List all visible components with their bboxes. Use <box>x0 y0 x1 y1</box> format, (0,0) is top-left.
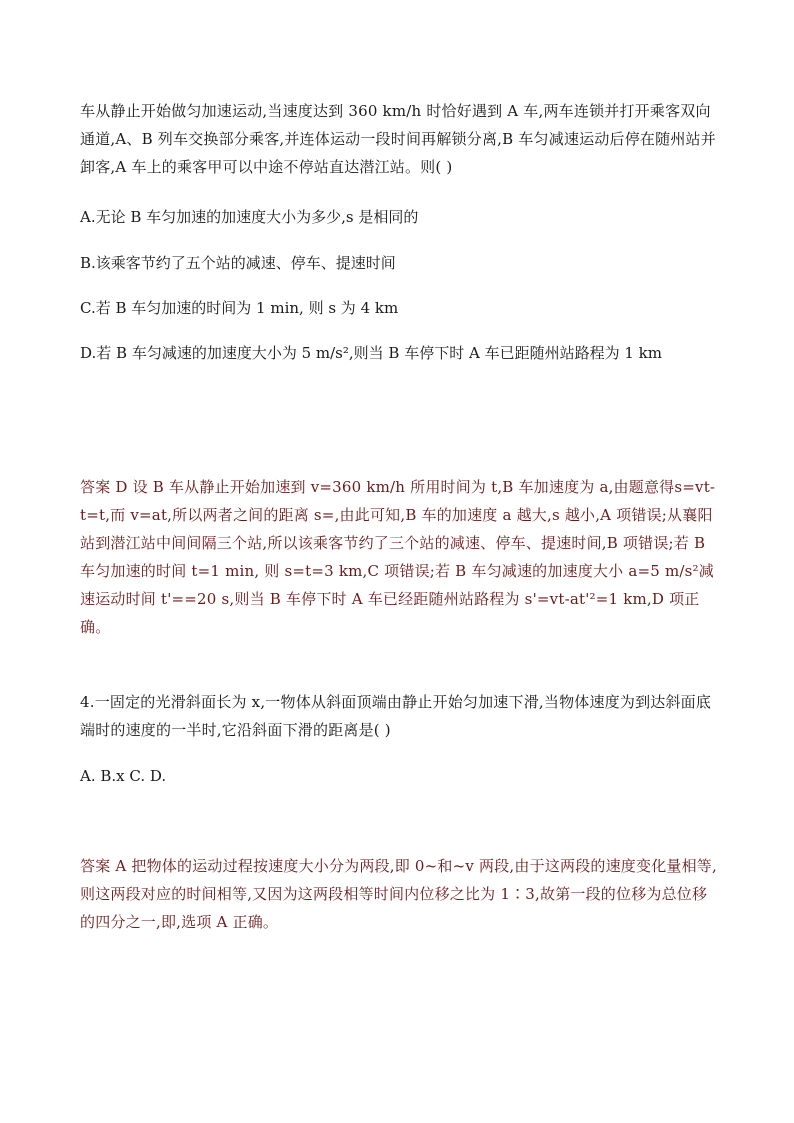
question-3-stem <box>80 97 720 181</box>
question-4-stem-text: 4.一固定的光滑斜面长为 x,一物体从斜面顶端由静止开始匀加速下滑,当物体速度为到达斜面底端时的速度的一半时,它沿斜面下滑的距离是( ) <box>80 693 712 739</box>
question-3-answer <box>80 473 720 641</box>
question-4-stem <box>80 688 720 744</box>
question-4-answer-text: 答案 A 把物体的运动过程按速度大小分为两段,即 0~和~v 两段,由于这两段的速度变化量相等,则这两段对应的时间相等,又因为这两段相等时间内位移之比为 1∶3,故第一段的位移为总位移的四分之一,即,选项 A 正确。 <box>80 857 717 931</box>
question-3-option-a: A.无论 B 车匀加速的加速度大小为多少,s 是相同的 <box>80 208 419 226</box>
question-4-options: A. B.x C. D. <box>80 767 167 785</box>
question-3-stem-text: 车从静止开始做匀加速运动,当速度达到 360 km/h 时恰好遇到 A 车,两车连锁并打开乘客双向通道,A、B 列车交换部分乘客,并连体运动一段时间再解锁分离,B 车匀减速运动后停在随州站并卸客,A 车上的乘客甲可以中途不停站直达潜江站。则( ) <box>80 102 716 176</box>
question-4-answer <box>80 852 720 936</box>
question-3-option-b: B.该乘客节约了五个站的减速、停车、提速时间 <box>80 254 396 272</box>
question-3-answer-text: 答案 D 设 B 车从静止开始加速到 v=360 km/h 所用时间为 t,B 车加速度为 a,由题意得s=vt-t=t,而 v=at,所以两者之间的距离 s=,由此可知,B 车的加速度 a 越大,s 越小,A 项错误;从襄阳站到潜江站中间间隔三个站,所以该乘客节约了三个站的减速、停车、提速时间,B 项错误;若 B 车匀加速的时间 t=1 min, 则 s=t=3 km,C 项错误;若 B 车匀减速的加速度大小 a=5 m/s²减速运动时间 t'==20 s,则当 B 车停下时 A 车已经距随州站路程为 s'=vt-at'²=1 km,D 项正确。 <box>80 478 716 636</box>
question-3-option-d: D.若 B 车匀减速的加速度大小为 5 m/s²,则当 B 车停下时 A 车已距随州站路程为 1 km <box>80 344 662 362</box>
question-3-option-c: C.若 B 车匀加速的时间为 1 min, 则 s 为 4 km <box>80 299 399 317</box>
